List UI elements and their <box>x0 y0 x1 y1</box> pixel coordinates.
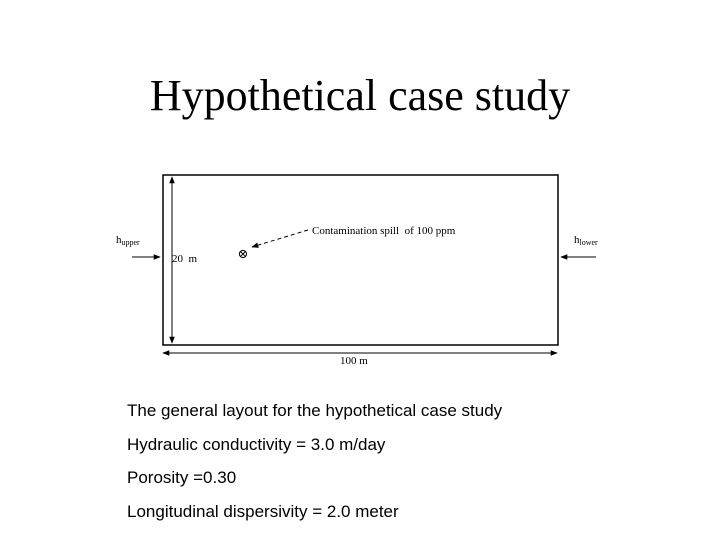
height-label: 20 m <box>172 253 198 265</box>
aquifer-domain <box>163 175 558 345</box>
spill-marker: ⊗ <box>237 246 249 261</box>
porosity-line: Porosity =0.30 <box>127 468 237 487</box>
slide-title: Hypothetical case study <box>149 71 571 120</box>
h-upper-label: hupper <box>116 234 140 247</box>
hydraulic-conductivity-line: Hydraulic conductivity = 3.0 m/day <box>127 434 386 454</box>
spill-pointer-arrow <box>252 230 308 247</box>
caption-line: The general layout for the hypothetical case study <box>127 401 503 420</box>
h-lower-label: hlower <box>574 234 598 247</box>
dispersivity-line: Longitudinal dispersivity = 2.0 meter <box>127 501 399 521</box>
width-label: 100 m <box>340 355 368 367</box>
parameter-list <box>127 398 502 532</box>
spill-label: Contamination spill of 100 ppm <box>312 225 456 237</box>
